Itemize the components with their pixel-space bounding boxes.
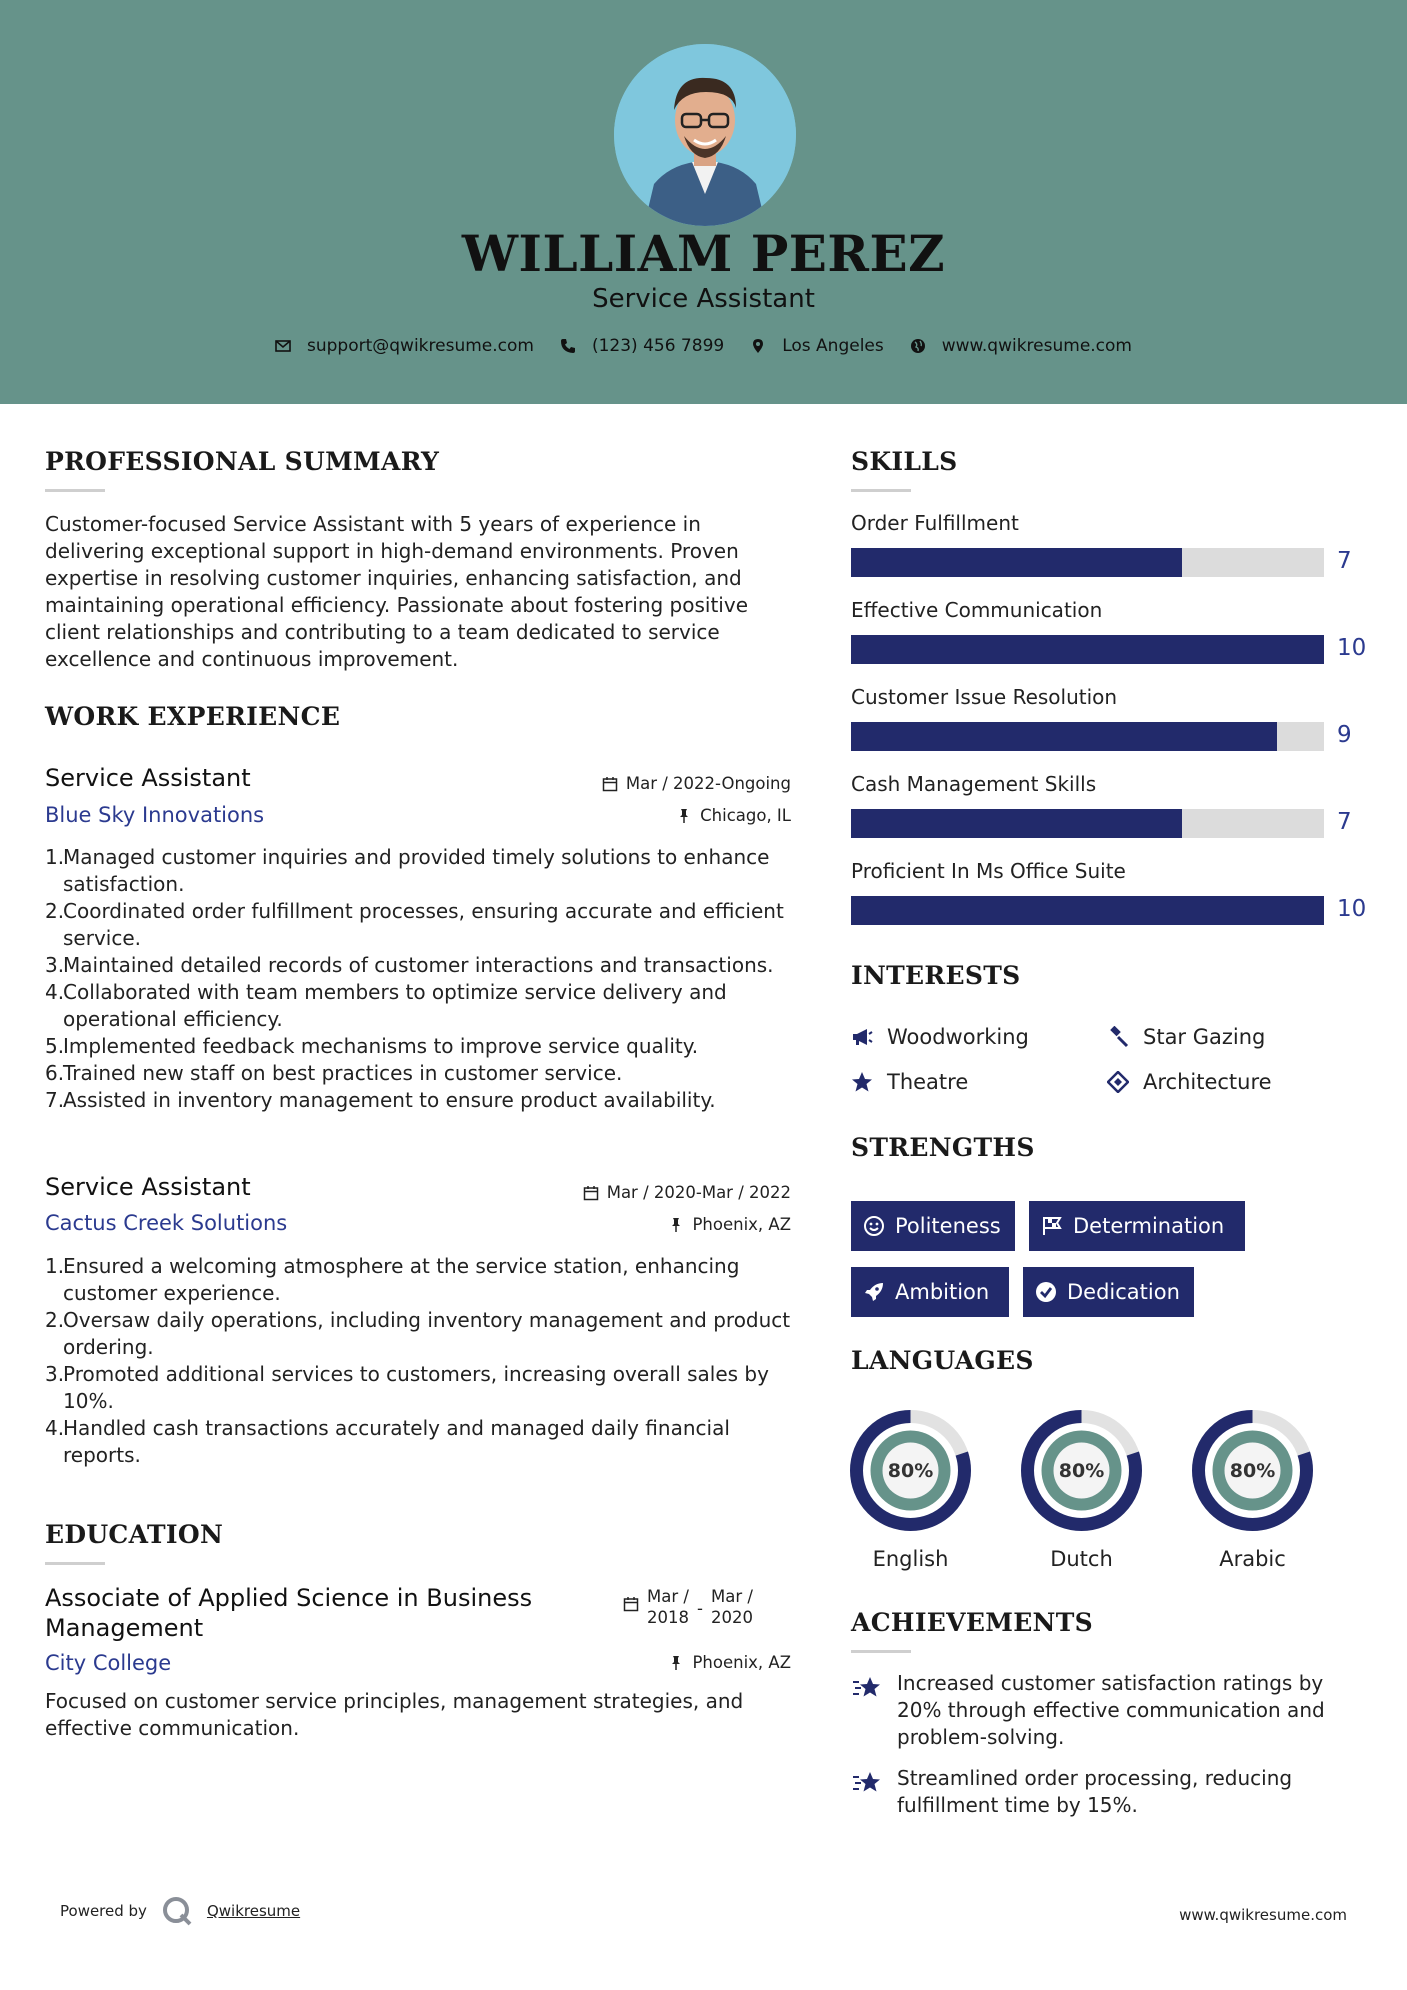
list-item: 3. Maintained detailed records of customer interactions and transactions. bbox=[45, 953, 774, 977]
pushpin-icon bbox=[668, 1655, 684, 1671]
achievement-item bbox=[851, 1670, 1371, 1751]
skill-bar bbox=[851, 548, 1324, 577]
star-icon bbox=[851, 1071, 873, 1093]
degree-title-line1: Associate of Applied Science in Business bbox=[45, 1584, 533, 1612]
language-name: English bbox=[872, 1547, 949, 1571]
qwikresume-link[interactable]: Qwikresume bbox=[206, 1902, 301, 1920]
ticket-icon bbox=[1107, 1071, 1129, 1093]
list-item: 2. Coordinated order fulfillment processes, ensuring accurate and efficient service. bbox=[45, 899, 784, 950]
interest-label: Architecture bbox=[1143, 1070, 1272, 1094]
strength-label: Ambition bbox=[895, 1280, 990, 1304]
skill-bar bbox=[851, 722, 1324, 751]
education-location bbox=[668, 1653, 791, 1672]
job-responsibilities bbox=[45, 844, 795, 1114]
language-donut bbox=[848, 1408, 973, 1533]
language-name: Arabic bbox=[1219, 1547, 1286, 1571]
list-item: 1. Ensured a welcoming atmosphere at the service station, enhancing customer experience. bbox=[45, 1254, 740, 1305]
language-donut bbox=[1190, 1408, 1315, 1533]
skill-label: Effective Communication bbox=[851, 598, 1103, 622]
interest-item bbox=[851, 1070, 968, 1094]
contact-phone[interactable] bbox=[560, 336, 724, 356]
skill-level: 9 bbox=[1337, 722, 1352, 748]
footer-website[interactable]: www.qwikresume.com bbox=[1179, 1906, 1347, 1924]
job-company[interactable]: Cactus Creek Solutions bbox=[45, 1211, 288, 1235]
language-name: Dutch bbox=[1050, 1547, 1113, 1571]
job-dates-text: Mar / 2020-Mar / 2022 bbox=[606, 1183, 791, 1202]
contact-website[interactable] bbox=[910, 336, 1132, 356]
job-dates bbox=[602, 774, 791, 793]
interest-item bbox=[851, 1025, 1029, 1049]
skill-bar-fill bbox=[851, 635, 1324, 664]
list-item: 5. Implemented feedback mechanisms to improve service quality. bbox=[45, 1034, 699, 1058]
school-name[interactable]: City College bbox=[45, 1651, 172, 1675]
calendar-icon bbox=[623, 1596, 639, 1612]
achievement-text: Increased customer satisfaction ratings by 20% through effective communication and problem-solving. bbox=[897, 1671, 1325, 1749]
skill-label: Proficient In Ms Office Suite bbox=[851, 859, 1126, 883]
contact-location bbox=[750, 336, 884, 356]
language-percent: 80% bbox=[1058, 1460, 1105, 1482]
skill-level: 7 bbox=[1337, 548, 1352, 574]
degree-title bbox=[45, 1583, 532, 1643]
strength-tag bbox=[851, 1201, 1015, 1251]
calendar-icon bbox=[583, 1185, 599, 1201]
summary-heading: PROFESSIONAL SUMMARY bbox=[45, 447, 440, 476]
qwikresume-logo-icon bbox=[161, 1895, 193, 1927]
list-item: 4. Handled cash transactions accurately and managed daily financial reports. bbox=[45, 1416, 730, 1467]
contact-email[interactable] bbox=[275, 336, 534, 356]
envelope-icon bbox=[275, 338, 291, 354]
star-burst-icon bbox=[851, 1672, 883, 1704]
experience-heading: WORK EXPERIENCE bbox=[45, 702, 341, 731]
education-dates bbox=[623, 1586, 753, 1628]
gavel-icon bbox=[1107, 1026, 1129, 1048]
interest-item bbox=[1107, 1025, 1265, 1049]
contact-phone-text: (123) 456 7899 bbox=[591, 336, 725, 356]
education-date-dash: - bbox=[697, 1599, 703, 1618]
language-percent: 80% bbox=[887, 1460, 934, 1482]
achievements-heading: ACHIEVEMENTS bbox=[851, 1608, 1093, 1637]
strength-label: Dedication bbox=[1067, 1280, 1180, 1304]
language-donut bbox=[1019, 1408, 1144, 1533]
skill-bar bbox=[851, 809, 1324, 838]
list-item: 1. Managed customer inquiries and provided timely solutions to enhance satisfaction. bbox=[45, 845, 770, 896]
education-divider bbox=[45, 1562, 105, 1565]
skill-level: 10 bbox=[1337, 635, 1367, 661]
job-company[interactable]: Blue Sky Innovations bbox=[45, 803, 265, 827]
pushpin-icon bbox=[668, 1217, 684, 1233]
contact-website-text: www.qwikresume.com bbox=[941, 336, 1132, 356]
map-pin-icon bbox=[750, 338, 766, 354]
education-start-date: Mar / 2018 bbox=[647, 1587, 689, 1627]
contact-location-text: Los Angeles bbox=[782, 336, 884, 356]
language-item bbox=[1019, 1408, 1144, 1571]
calendar-icon bbox=[602, 776, 618, 792]
candidate-name: WILLIAM PEREZ bbox=[461, 224, 946, 283]
contact-bar bbox=[0, 336, 1407, 356]
skill-label: Order Fulfillment bbox=[851, 511, 1019, 535]
skill-level: 7 bbox=[1337, 809, 1352, 835]
skill-bar-fill bbox=[851, 809, 1182, 838]
interest-item bbox=[1107, 1070, 1272, 1094]
interest-label: Theatre bbox=[887, 1070, 969, 1094]
job-location bbox=[676, 806, 791, 825]
interest-label: Star Gazing bbox=[1143, 1025, 1266, 1049]
strength-label: Determination bbox=[1073, 1214, 1225, 1238]
achievement-item bbox=[851, 1765, 1371, 1819]
degree-title-line2: Management bbox=[45, 1614, 204, 1642]
summary-divider bbox=[45, 489, 105, 492]
skill-level: 10 bbox=[1337, 896, 1367, 922]
education-description: Focused on customer service principles, management strategies, and effective communication. bbox=[45, 1689, 744, 1740]
smile-icon bbox=[863, 1215, 885, 1237]
job-location-text: Phoenix, AZ bbox=[692, 1215, 791, 1234]
list-item: 3. Promoted additional services to customers, increasing overall sales by 10%. bbox=[45, 1362, 769, 1413]
list-item: 2. Oversaw daily operations, including inventory management and product ordering. bbox=[45, 1308, 791, 1359]
achievements-divider bbox=[851, 1650, 911, 1653]
phone-icon bbox=[560, 338, 576, 354]
language-percent: 80% bbox=[1229, 1460, 1276, 1482]
strength-tag bbox=[1029, 1201, 1245, 1251]
job-dates-text: Mar / 2022-Ongoing bbox=[625, 774, 791, 793]
skills-divider bbox=[851, 489, 911, 492]
megaphone-icon bbox=[851, 1026, 873, 1048]
check-circle-icon bbox=[1035, 1281, 1057, 1303]
pushpin-icon bbox=[676, 808, 692, 824]
languages-heading: LANGUAGES bbox=[851, 1346, 1034, 1375]
job-responsibilities bbox=[45, 1253, 795, 1469]
education-end-date: Mar / 2020 bbox=[710, 1587, 753, 1627]
strength-tag bbox=[851, 1267, 1009, 1317]
list-item: 7. Assisted in inventory management to ensure product availability. bbox=[45, 1088, 716, 1112]
candidate-role: Service Assistant bbox=[592, 284, 815, 314]
job-title: Service Assistant bbox=[45, 1173, 251, 1201]
rocket-icon bbox=[863, 1281, 885, 1303]
profile-photo bbox=[614, 44, 796, 226]
skill-label: Cash Management Skills bbox=[851, 772, 1097, 796]
strength-label: Politeness bbox=[895, 1214, 1001, 1238]
list-item: 6. Trained new staff on best practices in customer service. bbox=[45, 1061, 623, 1085]
job-location-text: Chicago, IL bbox=[700, 806, 791, 825]
footer-powered-by bbox=[60, 1895, 300, 1927]
skill-bar-fill bbox=[851, 722, 1277, 751]
star-burst-icon bbox=[851, 1767, 883, 1799]
skill-bar bbox=[851, 635, 1324, 664]
education-heading: EDUCATION bbox=[45, 1520, 224, 1549]
education-location-text: Phoenix, AZ bbox=[692, 1653, 791, 1672]
interest-label: Woodworking bbox=[887, 1025, 1029, 1049]
job-title: Service Assistant bbox=[45, 764, 251, 792]
job-dates bbox=[583, 1183, 791, 1202]
skill-bar-fill bbox=[851, 548, 1182, 577]
flag-icon bbox=[1041, 1215, 1063, 1237]
language-item bbox=[1190, 1408, 1315, 1571]
powered-by-label: Powered by bbox=[60, 1902, 147, 1920]
skill-bar-fill bbox=[851, 896, 1324, 925]
summary-text: Customer-focused Service Assistant with 5 years of experience in delivering exceptional support in high-demand environments. Proven expertise in resolving customer inquiries, enhancing satisfaction, and maintaining operational efficiency. Passionate about fostering positive client relationships and contributing to a team dedicated to service excellence and continuous improvement. bbox=[45, 512, 748, 671]
job-location bbox=[668, 1215, 791, 1234]
strength-tag bbox=[1023, 1267, 1194, 1317]
skills-heading: SKILLS bbox=[851, 447, 958, 476]
skill-bar bbox=[851, 896, 1324, 925]
interests-heading: INTERESTS bbox=[851, 961, 1021, 990]
globe-icon bbox=[910, 338, 926, 354]
contact-email-text: support@qwikresume.com bbox=[307, 336, 534, 356]
list-item: 4. Collaborated with team members to optimize service delivery and operational efficiency. bbox=[45, 980, 727, 1031]
skill-label: Customer Issue Resolution bbox=[851, 685, 1118, 709]
achievement-text: Streamlined order processing, reducing fulfillment time by 15%. bbox=[897, 1766, 1293, 1817]
resume-header bbox=[0, 0, 1407, 404]
strengths-heading: STRENGTHS bbox=[851, 1133, 1035, 1162]
language-item bbox=[848, 1408, 973, 1571]
